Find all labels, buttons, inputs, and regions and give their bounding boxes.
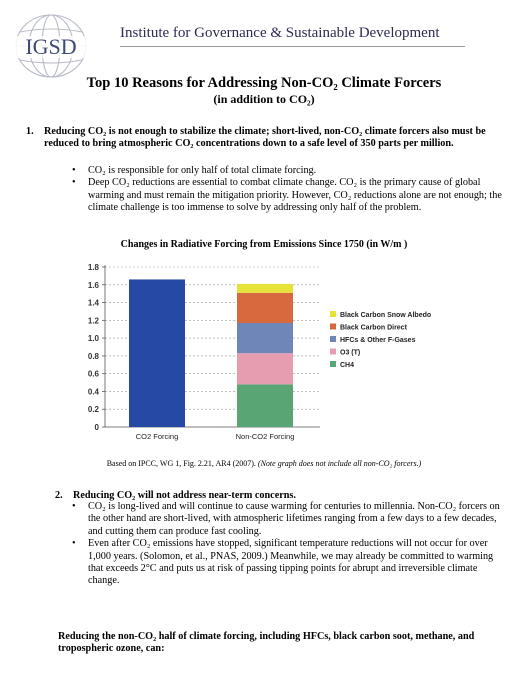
logo-text: IGSD [25, 34, 77, 59]
bullet-text: Deep CO₂ reductions are essential to combat climate change. CO₂ is the primary cause of global warming and must remain the mitigation priority. However, CO₂ reductions alone are not enough; the climate challenge is too immense to solve by addressing only half of the problem. [88, 177, 502, 214]
chart-caption [0, 459, 528, 468]
list-item [72, 501, 508, 538]
bullet-icon: • [72, 165, 76, 176]
chart-title: Changes in Radiative Forcing from Emissions Since 1750 (in W/m ) [120, 239, 408, 250]
closing-statement: Reducing the non-CO₂ half of climate forcing, including HFCs, black carbon soot, methane, and tropospheric ozone, can: [58, 631, 475, 655]
y-tick-label: 0 [94, 423, 99, 432]
legend-label: O3 (T) [340, 349, 361, 357]
bar-segment [237, 284, 293, 293]
legend-label: HFCs & Other F-Gases [340, 337, 416, 344]
caption-source: Based on IPCC, WG 1, Fig. 2.21, AR4 (2007). [106, 459, 258, 468]
bullet-icon: • [72, 538, 76, 550]
document-subtitle: (in addition to CO₂) [213, 92, 315, 106]
section-2-bullets [72, 501, 508, 588]
y-tick-label: 1.0 [87, 334, 99, 344]
x-tick-label: Non-CO2 Forcing [235, 432, 295, 441]
list-item [72, 165, 508, 177]
bullet-icon: • [72, 177, 76, 189]
x-tick-label: CO2 Forcing [135, 432, 179, 441]
section-1-bullets [72, 165, 508, 215]
bar-segment [129, 279, 185, 427]
header-rule [120, 46, 465, 47]
list-item [72, 538, 508, 588]
legend-label: Black Carbon Snow Albedo [340, 312, 432, 319]
y-tick-label: 1.8 [87, 263, 99, 272]
legend-swatch [330, 311, 336, 317]
y-tick-label: 0.4 [87, 387, 99, 397]
section-1-heading-text: Reducing CO₂ is not enough to stabilize the climate; short-lived, non-CO₂ climate forcers also must be reduced to bring atmospheric CO₂ concentrations down to a safe level of 350 parts per million. [44, 126, 486, 150]
section-2-number: 2. [55, 490, 63, 501]
list-item [72, 177, 508, 214]
y-tick-label: 1.4 [87, 298, 99, 308]
y-tick-label: 0.2 [87, 405, 99, 415]
radiative-forcing-chart [60, 255, 470, 450]
legend-swatch [330, 349, 336, 355]
org-prefix: Institute for [120, 25, 195, 41]
bar-segment [237, 293, 293, 323]
y-tick-label: 0.8 [87, 351, 99, 361]
bullet-text: Even after CO₂ emissions have stopped, significant temperature reductions will not occur for over 1,000 years. (Solomon, et al., PNAS, 2009.) Meanwhile, we may already be committed to warming that exceeds 2°C and puts us at risk of passing tipping points for abrupt and irreversible climate change. [88, 538, 494, 587]
legend-swatch [330, 336, 336, 342]
caption-note: (Note graph does not include all non-CO₂ forcers.) [257, 459, 422, 468]
bar-segment [237, 353, 293, 384]
legend-swatch [330, 324, 336, 330]
document-title: Top 10 Reasons for Addressing Non-CO₂ Climate Forcers [86, 75, 442, 91]
legend-label: CH4 [340, 362, 355, 369]
bullet-text: CO₂ is responsible for only half of total climate forcing. [88, 165, 317, 176]
y-tick-label: 0.6 [87, 369, 99, 379]
section-1-heading [26, 126, 514, 151]
y-tick-label: 1.6 [87, 280, 99, 290]
org-name [120, 25, 440, 42]
bar-segment [237, 384, 293, 427]
y-tick-label: 1.2 [87, 316, 99, 326]
org-name-text: Governance & Sustainable Development [194, 25, 440, 41]
legend-label: Black Carbon Direct [340, 324, 407, 332]
bullet-icon: • [72, 501, 76, 512]
legend-swatch [330, 361, 336, 367]
igsd-logo [10, 10, 92, 82]
bar-segment [237, 323, 293, 353]
bullet-text: CO₂ is long-lived and will continue to cause warming for centuries to millennia. Non-CO₂ forcers on the other hand are short-lived, with atmospheric lifetimes ranging from a few days to a few decades, and cutting them can produce fast cooling. [88, 501, 500, 537]
section-1-number: 1. [26, 126, 34, 137]
section-2-heading-text: Reducing CO₂ will not address near-term concerns. [73, 490, 296, 501]
